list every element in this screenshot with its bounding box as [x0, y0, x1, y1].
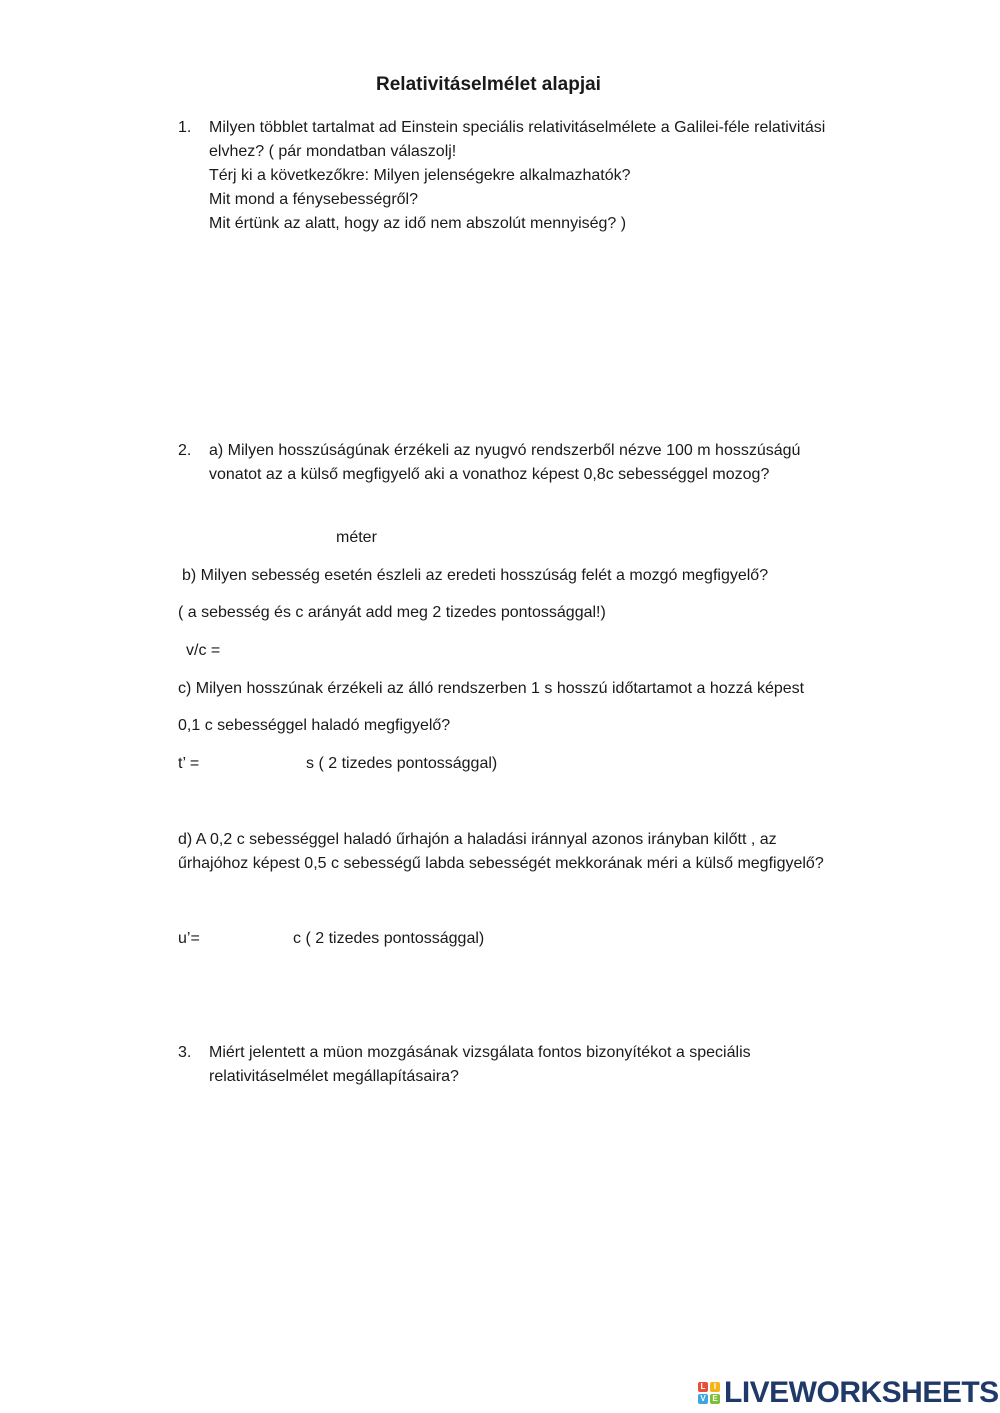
logo-mark-letter: L — [698, 1382, 708, 1392]
q3-line: Miért jelentett a müon mozgásának vizsgálata fontos bizonyítékot a speciális — [209, 1044, 751, 1061]
q2d-answer-unit: c ( 2 tizedes pontossággal) — [293, 930, 485, 947]
q2a-unit: méter — [336, 529, 377, 546]
q2b-note: ( a sebesség és c arányát add meg 2 tizedes pontossággal!) — [178, 604, 606, 621]
q2b-answer-label: v/c = — [186, 642, 221, 659]
q2d-answer-label: u’= — [178, 930, 200, 947]
q2c-answer-unit: s ( 2 tizedes pontossággal) — [306, 755, 498, 772]
liveworksheets-logo — [698, 1378, 999, 1408]
q2d-line: d) A 0,2 c sebességgel haladó űrhajón a haladási iránnyal azonos irányban kilőtt , az — [178, 831, 777, 848]
q2c-line: c) Milyen hosszúnak érzékeli az álló rendszerben 1 s hosszú időtartamot a hozzá képest — [178, 680, 805, 697]
q1-line: elvhez? ( pár mondatban válaszolj! — [209, 143, 457, 160]
q1-number: 1. — [178, 119, 192, 136]
q3-number: 3. — [178, 1044, 192, 1061]
q2d-line: űrhajóhoz képest 0,5 c sebességű labda sebességét mekkorának méri a külső megfigyelő? — [178, 855, 824, 872]
page-title: Relativitáselmélet alapjai — [376, 74, 601, 95]
logo-mark-icon — [698, 1382, 720, 1404]
q3-line: relativitáselmélet megállapításaira? — [209, 1068, 459, 1085]
q2-number: 2. — [178, 442, 192, 459]
logo-mark-letter: V — [698, 1394, 708, 1404]
q1-line: Térj ki a következőkre: Milyen jelenségekre alkalmazhatók? — [209, 167, 631, 184]
q2a-line: a) Milyen hosszúságúnak érzékeli az nyugvó rendszerből nézve 100 m hosszúságú — [209, 442, 801, 459]
q2a-line: vonatot az a külső megfigyelő aki a vonathoz képest 0,8c sebességgel mozog? — [209, 466, 770, 483]
q1-line: Mit mond a fénysebességről? — [209, 191, 418, 208]
q1-line: Milyen többlet tartalmat ad Einstein speciális relativitáselmélete a Galilei-féle relativitási — [209, 119, 826, 136]
q1-line: Mit értünk az alatt, hogy az idő nem abszolút mennyiség? ) — [209, 215, 627, 232]
logo-mark-letter: I — [710, 1382, 720, 1392]
q2c-answer-label: t’ = — [178, 755, 200, 772]
logo-wordmark: LIVEWORKSHEETS — [724, 1376, 999, 1409]
q2b-line: b) Milyen sebesség esetén észleli az eredeti hosszúság felét a mozgó megfigyelő? — [182, 567, 769, 584]
logo-mark-letter: E — [710, 1394, 720, 1404]
q2c-line: 0,1 c sebességgel haladó megfigyelő? — [178, 717, 451, 734]
